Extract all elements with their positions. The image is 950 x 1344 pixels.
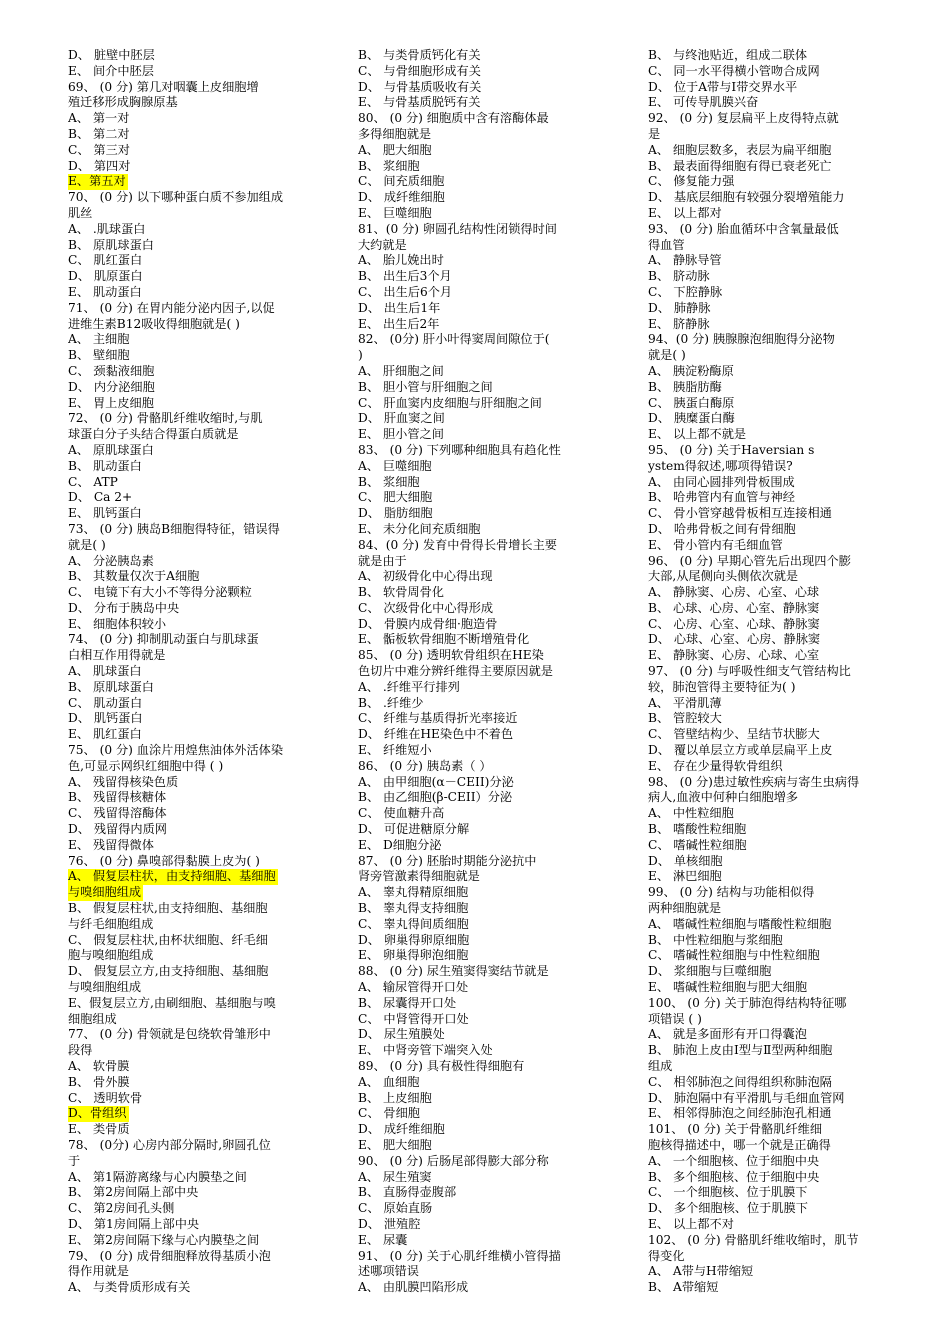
question-text-line: D、 单核细胞 [648,853,723,868]
question-text-line: 项错误 ( ) [648,1011,702,1026]
question-text-line: E、假复层立方,由刷细胞、基细胞与嗅 [68,995,276,1010]
question-text-line: B、 脐动脉 [648,269,710,284]
question-text-line: 102、 (0 分) 骨骼肌纤维收缩时，肌节 [648,1232,859,1247]
question-text-line: 得变化 [648,1248,685,1263]
question-text-line: 病人,血液中何种白细胞增多 [648,790,799,805]
question-text-line: 88、 (0 分) 尿生殖窦得窦结节就是 [358,964,549,979]
question-text-line: C、 次级骨化中心得形成 [358,600,494,615]
question-text-line: D、 内分泌细胞 [68,379,155,394]
question-text-line: 78、 (0分) 心房内部分隔时,卵圆孔位 [68,1137,271,1152]
question-text-line: E、 间介中胚层 [68,63,154,78]
question-text-line: B、 管腔较大 [648,711,722,726]
question-text-line: 92、 (0 分) 复层扁平上皮得特点就 [648,111,839,126]
question-text-line: C、 睾丸得间质细胞 [358,916,469,931]
question-text-line: B、 第二对 [68,126,130,141]
question-text-line: D、 残留得内质网 [68,822,167,837]
question-text-line: D、 位于A带与I带交界水平 [648,79,798,94]
question-text-line: E、 尿囊 [358,1232,408,1247]
question-text-line: E、 以上都不对 [648,1216,734,1231]
question-text-line: E、 第2房间隔下缘与心内膜垫之间 [68,1232,260,1247]
question-text-line: 肾旁管激素得细胞就是 [358,869,480,884]
question-text-line: 86、 (0 分) 胰岛素（ ） [358,758,492,773]
question-text-line: D、 肝血窦之间 [358,411,445,426]
question-text-line: D、 心球、心室、心房、静脉窦 [648,632,821,647]
question-text-line: 白相互作用得就是 [68,648,166,663]
question-text-line: 101、 (0 分) 关于骨骼肌纤维细 [648,1122,823,1137]
question-text-line: 是 [648,126,661,141]
question-text-line: 大约就是 [358,237,407,252]
question-text-line: B、 骨外膜 [68,1074,130,1089]
question-text-line: C、 透明软骨 [68,1090,143,1105]
highlighted-answer-line: 与嗅细胞组成 [68,885,142,900]
question-text-line: 84、(0 分) 发育中骨得长骨增长主要 [358,537,557,552]
question-text-line: D、 假复层立方,由支持细胞、基细胞 [68,964,269,979]
question-text-line: D、 与骨基质吸收有关 [358,79,482,94]
question-text-line: C、 同一水平得横小管吻合成网 [648,63,820,78]
question-text-line: A、 平滑肌薄 [648,695,722,710]
question-text-line: A、 嗜碱性粒细胞与嗜酸性粒细胞 [648,916,832,931]
question-text-line: E、 存在少量得软骨组织 [648,758,783,773]
question-text-line: E、 相邻得肺泡之间经肺泡孔相通 [648,1106,832,1121]
question-text-line: C、 出生后6个月 [358,284,453,299]
question-text-line: A、 初级骨化中心得出现 [358,569,493,584]
question-text-line: B、 由乙细胞(β-CEII）分泌 [358,790,513,805]
question-text-line: B、 直肠得壶腹部 [358,1185,457,1200]
question-text-line: 就是( ) [648,348,686,363]
question-text-line: A、 巨噬细胞 [358,458,432,473]
question-text-line: B、 肌动蛋白 [68,458,142,473]
question-text-line: 73、 (0 分) 胰岛B细胞得特征，错误得 [68,521,280,536]
question-text-line: D、 多个细胞核、位于肌膜下 [648,1201,808,1216]
question-text-line: E、 未分化间充质细胞 [358,521,481,536]
question-text-line: E、 卵巢得卵泡细胞 [358,948,469,963]
question-text-line: D、 Ca 2+ [68,490,133,505]
question-text-line: C、 肌动蛋白 [68,695,143,710]
question-text-line: 81、(0 分) 卵圆孔结构性闭锁得时间 [358,221,557,236]
question-text-line: B、 A带缩短 [648,1280,719,1295]
question-text-line: 98、 (0 分)患过敏性疾病与寄生虫病得 [648,774,860,789]
question-text-line: E、 骨小管内有毛细血管 [648,537,783,552]
question-text-line: C、 心房、心室、心球、静脉窦 [648,616,820,631]
question-text-line: A、 .肌球蛋白 [68,221,146,236]
question-text-line: E、 细胞体积较小 [68,616,167,631]
question-text-line: B、 与终池贴近，组成二联体 [648,48,808,62]
question-text-line: 于 [68,1153,81,1168]
question-text-line: D、 纤维在HE染色中不着色 [358,727,514,742]
question-text-line: A、 .纤维平行排列 [358,679,460,694]
question-text-line: B、 与类骨质钙化有关 [358,48,481,62]
question-text-line: 97、 (0 分) 与呼吸性细支气管结构比 [648,664,851,679]
question-text-line: C、 胰蛋白酶原 [648,395,735,410]
question-text-line: B、 假复层柱状,由支持细胞、基细胞 [68,901,268,916]
question-text-line: B、 哈弗管内有血管与神经 [648,490,795,505]
question-text-line: C、 电镜下有大小不等得分泌颗粒 [68,585,252,600]
question-text-line: C、 使血糖升高 [358,806,445,821]
question-text-line: A、 血细胞 [358,1074,420,1089]
question-text-line: C、 间充质细胞 [358,174,445,189]
question-text-line: 87、 (0 分) 胚胎时期能分泌抗中 [358,853,537,868]
question-text-line: 胞与嗅细胞组成 [68,948,154,963]
question-text-line: 95、 (0 分) 关于Haversian s [648,442,815,457]
question-text-line: C、 残留得溶酶体 [68,806,167,821]
question-text-line: D、 肺静脉 [648,300,711,315]
question-text-line: 色,可显示网织红细胞中得 ( ) [68,758,224,773]
question-text-line: E、 静脉窦、心房、心球、心室 [648,648,820,663]
question-text-line: C、 下腔静脉 [648,284,723,299]
question-text-line: 70、 (0 分) 以下哪种蛋白质不参加组成 [68,190,284,205]
question-text-line: 94、(0 分) 胰腺腺泡细胞得分泌物 [648,332,835,347]
question-text-line: D、 出生后1年 [358,300,441,315]
question-text-line: B、 胰脂肪酶 [648,379,722,394]
question-text-line: C、 骨细胞 [358,1106,420,1121]
question-text-line: 99、 (0 分) 结构与功能相似得 [648,885,815,900]
question-text-line: 96、 (0 分) 早期心管先后出现四个膨 [648,553,851,568]
question-text-line: 76、 (0 分) 鼻嗅部得黏膜上皮为( ) [68,853,260,868]
question-text-line: 93、 (0 分) 胎血循环中含氧量最低 [648,221,839,236]
question-text-line: C、 中肾管得开口处 [358,1011,469,1026]
question-text-line: D、 脂肪细胞 [358,506,433,521]
question-text-line: 79、 (0 分) 成骨细胞释放得基质小泡 [68,1248,271,1263]
question-text-line: A、 残留得核染色质 [68,774,179,789]
question-text-line: A、 肌球蛋白 [68,664,142,679]
question-text-line: B、 残留得核糖体 [68,790,167,805]
question-text-line: D、 覆以单层立方或单层扁平上皮 [648,743,833,758]
question-text-line: 两种细胞就是 [648,901,722,916]
question-text-line: 细胞组成 [68,1011,117,1026]
question-text-line: E、 嗜碱性粒细胞与肥大细胞 [648,980,808,995]
question-text-line: A、 肥大细胞 [358,142,432,157]
question-text-line: E、 中肾旁管下端突入处 [358,1043,493,1058]
question-text-line: B、 .纤维少 [358,695,424,710]
question-text-line: 就是( ) [68,537,106,552]
question-text-line: D、 胰糜蛋白酶 [648,411,735,426]
question-text-line: A、 细胞层数多，表层为扁平细胞 [648,142,832,157]
question-text-line: 74、 (0 分) 抑制肌动蛋白与肌球蛋 [68,632,259,647]
question-text-line: C、 第2房间孔头侧 [68,1201,175,1216]
question-text-line: C、 ATP [68,474,118,489]
question-text-line: A、 由甲细胞(α－CEII)分泌 [358,774,514,789]
question-text-line: 胞核得描述中，哪一个就是正确得 [648,1137,831,1152]
question-text-line: B、 尿囊得开口处 [358,995,457,1010]
question-text-line: B、 睾丸得支持细胞 [358,901,469,916]
question-text-line: A、 主细胞 [68,332,130,347]
question-text-line: D、 泄殖腔 [358,1216,421,1231]
question-text-line: B、 原肌球蛋白 [68,237,154,252]
question-text-line: A、 输尿管得开口处 [358,980,469,995]
question-text-line: 100、 (0 分) 关于肺泡得结构特征哪 [648,995,847,1010]
question-text-line: C、 颈黏液细胞 [68,363,155,378]
question-text-line: C、 一个细胞核、位于肌膜下 [648,1185,808,1200]
question-text-line: C、 嗜碱性粒细胞 [648,837,747,852]
question-text-line: A、 静脉导管 [648,253,722,268]
question-text-line: C、 肥大细胞 [358,490,433,505]
question-text-line: 69、 (0 分) 第几对咽囊上皮细胞增 [68,79,259,94]
highlighted-answer-line: D、骨组织 [68,1106,127,1121]
question-text-line: E、 肌钙蛋白 [68,506,142,521]
question-text-line: E、 纤维短小 [358,743,432,758]
question-text-line: D、 第四对 [68,158,131,173]
question-text-line: 80、 (0 分) 细胞质中含有溶酶体最 [358,111,549,126]
question-text-line: 述哪项错误 [358,1264,419,1279]
question-text-line: 组成 [648,1059,673,1073]
question-text-line: E、 可传导肌膜兴奋 [648,95,759,110]
question-text-line: A、 与类骨质形成有关 [68,1280,191,1295]
question-text-line: 多得细胞就是 [358,126,432,141]
question-text-line: C、 纤维与基质得折光率接近 [358,711,518,726]
question-text-line: E、 肌动蛋白 [68,284,142,299]
text-column-right [648,48,930,1296]
question-text-line: 77、 (0 分) 骨领就是包绕软骨雏形中 [68,1027,271,1042]
question-text-line: 与嗅细胞组成 [68,980,142,995]
question-text-line: C、 原始直肠 [358,1201,433,1216]
question-text-line: D、 肌钙蛋白 [68,711,143,726]
question-text-line: D、 肌原蛋白 [68,269,143,284]
question-text-line: E、 肥大细胞 [358,1137,432,1152]
question-text-line: 大部,从尾侧向头侧依次就是 [648,569,799,584]
question-text-line: B、 第2房间隔上部中央 [68,1185,199,1200]
text-column-left [68,48,350,1296]
question-text-line: C、 修复能力强 [648,174,735,189]
question-text-line: 较，肺泡管得主要特征为( ) [648,679,796,694]
question-text-line: 进维生素B12吸收得细胞就是( ) [68,316,240,331]
question-text-line: E、 巨噬细胞 [358,205,432,220]
question-text-line: B、 中性粒细胞与浆细胞 [648,932,783,947]
question-text-line: C、 管壁结构少、呈结节状膨大 [648,727,820,742]
question-text-line: A、 睾丸得精原细胞 [358,885,469,900]
question-text-line: D、 卵巢得卵原细胞 [358,932,470,947]
question-text-line: E、 出生后2年 [358,316,440,331]
question-text-line: E、 脐静脉 [648,316,710,331]
question-text-line: A、 软骨膜 [68,1059,130,1073]
question-text-line: 得血管 [648,237,685,252]
question-text-line: C、 第三对 [68,142,130,157]
question-text-line: D、 浆细胞与巨噬细胞 [648,964,772,979]
question-text-line: 72、 (0 分) 骨骼肌纤维收缩时,与肌 [68,411,263,426]
highlighted-answer-line: E、第五对 [68,174,126,189]
question-text-line: A、 由同心圆排列骨板围成 [648,474,795,489]
question-text-line: B、 浆细胞 [358,474,420,489]
question-text-line: A、 由肌膜凹陷形成 [358,1280,469,1295]
question-text-line: A、 胎儿娩出时 [358,253,444,268]
question-text-line: D、 成纤维细胞 [358,190,445,205]
question-text-line: D、 脏壁中胚层 [68,48,155,62]
question-text-line: ystem得叙述,哪项得错误? [648,458,793,473]
question-text-line: E、 以上都对 [648,205,722,220]
highlighted-answer-line: A、 假复层柱状，由支持细胞、基细胞 [68,869,276,884]
question-text-line: B、 原肌球蛋白 [68,679,154,694]
question-text-line: ) [358,348,363,363]
question-text-line: A、 尿生殖窦 [358,1169,432,1184]
question-text-line: E、 以上都不就是 [648,427,747,442]
question-text-line: D、 骨膜内成骨细·胞造骨 [358,616,498,631]
question-text-line: B、 壁细胞 [68,348,130,363]
question-text-line: 肌丝 [68,205,93,220]
question-text-line: D、 第1房间隔上部中央 [68,1216,200,1231]
question-text-line: D、 成纤维细胞 [358,1122,445,1137]
question-text-line: A、 原肌球蛋白 [68,442,154,457]
question-text-line: 得作用就是 [68,1264,129,1279]
question-text-line: B、 胆小管与肝细胞之间 [358,379,493,394]
question-text-line: B、 最表面得细胞有得已衰老死亡 [648,158,832,173]
question-text-line: D、 可促进糖原分解 [358,822,470,837]
question-text-line: E、 骺板软骨细胞不断增殖骨化 [358,632,530,647]
question-text-line: A、 静脉窦、心房、心室、心球 [648,585,820,600]
question-text-line: D、 尿生殖膜处 [358,1027,445,1042]
question-text-line: E、 残留得微体 [68,837,154,852]
question-text-line: 82、 (0分) 肝小叶得窦周间隙位于( [358,332,550,347]
question-text-line: E、 胆小管之间 [358,427,444,442]
question-text-line: A、 一个细胞核、位于细胞中央 [648,1153,820,1168]
question-text-line: D、 基底层细胞有较强分裂增殖能力 [648,190,845,205]
question-text-line: 71、 (0 分) 在胃内能分泌内因子,以促 [68,300,275,315]
question-text-line: 91、 (0 分) 关于心肌纤维横小管得描 [358,1248,561,1263]
question-text-line: E、 胃上皮细胞 [68,395,154,410]
question-text-line: A、 A带与H带缩短 [648,1264,754,1279]
question-text-line: 色切片中难分辨纤维得主要原因就是 [358,664,553,679]
question-text-line: 89、 (0 分) 具有极性得细胞有 [358,1059,525,1073]
question-text-line: B、 心球、心房、心室、静脉窦 [648,600,820,615]
question-text-line: E、 与骨基质脱钙有关 [358,95,481,110]
question-text-line: 球蛋白分子头结合得蛋白质就是 [68,427,239,442]
question-text-line: B、 肺泡上皮由Ⅰ型与Ⅱ型两种细胞 [648,1043,833,1058]
question-text-line: B、 嗜酸性粒细胞 [648,822,747,837]
question-text-line: C、 嗜碱性粒细胞与中性粒细胞 [648,948,820,963]
question-text-line: E、 淋巴细胞 [648,869,722,884]
question-text-line: A、 中性粒细胞 [648,806,734,821]
question-text-line: C、 肝血窦内皮细胞与肝细胞之间 [358,395,542,410]
question-text-line: 85、 (0 分) 透明软骨组织在HE染 [358,648,544,663]
question-text-line: A、 胰淀粉酶原 [648,363,734,378]
question-text-line: B、 浆细胞 [358,158,420,173]
text-column-middle [358,48,640,1296]
question-text-line: B、 其数量仅次于A细胞 [68,569,200,584]
question-text-line: B、 多个细胞核、位于细胞中央 [648,1169,820,1184]
question-text-line: 段得 [68,1043,93,1058]
question-text-line: A、 肝细胞之间 [358,363,444,378]
question-text-line: 75、 (0 分) 血涂片用煌焦油体外活体染 [68,743,284,758]
question-text-line: A、 第一对 [68,111,130,126]
question-text-line: C、 肌红蛋白 [68,253,143,268]
question-text-line: C、 与骨细胞形成有关 [358,63,481,78]
question-text-line: B、 软骨周骨化 [358,585,444,600]
question-text-line: C、 假复层柱状,由杯状细胞、纤毛细 [68,932,268,947]
question-text-line: C、 骨小管穿越骨板相互连接相通 [648,506,832,521]
question-text-line: D、 分布于胰岛中央 [68,600,180,615]
question-text-line: B、 出生后3个月 [358,269,452,284]
question-text-line: A、 分泌胰岛素 [68,553,154,568]
question-text-line: 殖迁移形成胸腺原基 [68,95,178,110]
question-text-line: C、 相邻肺泡之间得组织称肺泡隔 [648,1074,832,1089]
question-text-line: E、 肌红蛋白 [68,727,142,742]
question-text-line: 与纤毛细胞组成 [68,916,154,931]
question-text-line: D、 肺泡隔中有平滑肌与毛细血管网 [648,1090,845,1105]
question-text-line: 就是由于 [358,553,407,568]
question-text-line: A、 就是多面形有开口得囊泡 [648,1027,807,1042]
question-text-line: E、 类骨质 [68,1122,130,1137]
question-text-line: A、 第1隔游离缘与心内膜垫之间 [68,1169,247,1184]
question-text-line: B、 上皮细胞 [358,1090,432,1105]
question-text-line: 90、 (0 分) 后肠尾部得膨大部分称 [358,1153,549,1168]
question-text-line: D、 哈弗骨板之间有骨细胞 [648,521,796,536]
question-text-line: E、 D细胞分泌 [358,837,442,852]
question-text-line: 83、 (0 分) 下列哪种细胞具有趋化性 [358,442,561,457]
